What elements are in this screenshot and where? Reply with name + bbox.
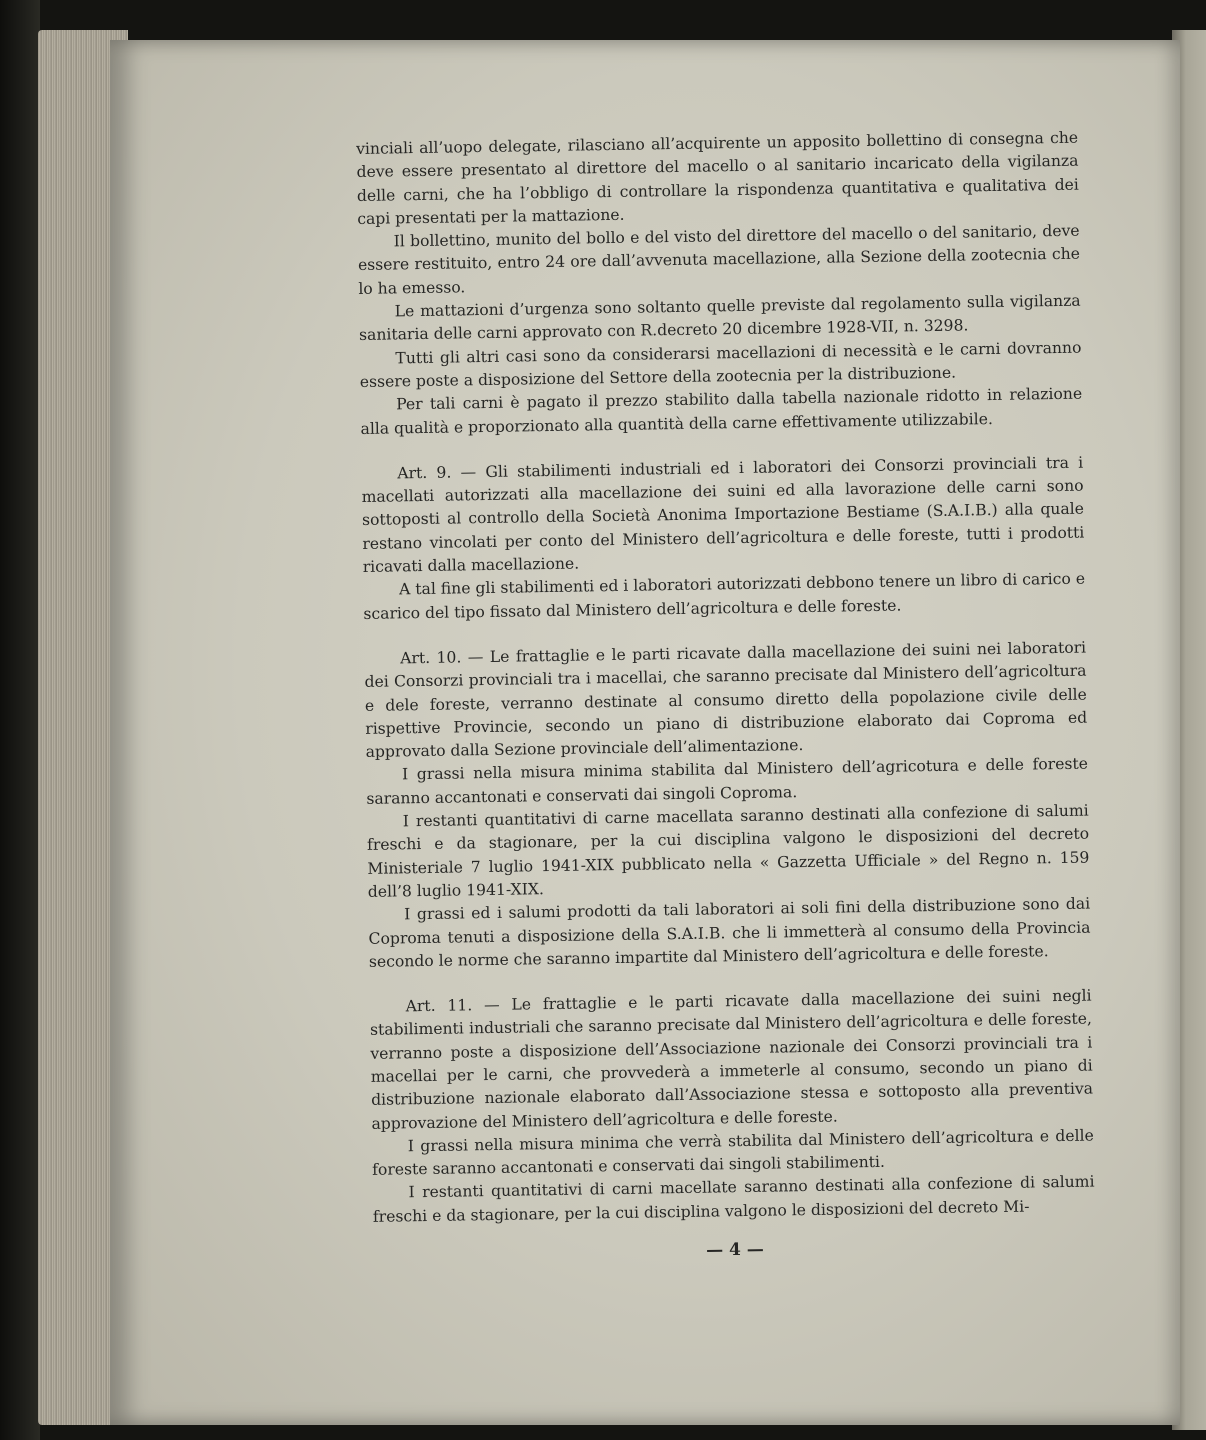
paragraph-2: Il bollettino, munito del bollo e del visto del direttore del macello o del sanitario, deve essere restituito, entro 24 ore dall’avvenuta macellazione, alla Sezione della zootecnia che lo ha emesso. bbox=[357, 221, 1081, 298]
page-number: — 4 — bbox=[706, 1239, 764, 1261]
article-11-paragraph: Art. 11. — Le frattaglie e le parti ricavate dalla macellazione dei suini negli stabilimenti industriali che saranno precisate dal Ministero dell’agricoltura e delle foreste, verranno poste a disposizione dell’Associazione nazionale dei Consorzi provinciali tra i macellai per le carni, che provvederà a immeterle al consumo, secondo un piano di distribuzione nazionale elaborato dall’Associazione stessa e sottoposto alla preventiva approvazione del Ministero dell’agricoltura e delle foreste. bbox=[369, 986, 1094, 1133]
paragraph-14: I restanti quantitativi di carni macellate saranno destinati alla confezione di salumi freschi e da stagionare, per la cui disciplina valgono le disposizioni del decreto Mi- bbox=[372, 1172, 1095, 1226]
paragraph-5: Per tali carni è pagato il prezzo stabilito dalla tabella nazionale ridotto in relazione alla qualità e proporzionato alla quantità della carne effettivamente utilizzabile. bbox=[360, 384, 1083, 438]
paragraph-11: I grassi ed i salumi prodotti da tali laboratori ai soli fini della distribuzione sono dai Coproma tenuti a disposizione della S.A.I.B. che li immetterà al consumo della Provincia secondo le norme che saranno impartite dal Ministero dell’agricoltura e delle foreste. bbox=[368, 894, 1091, 971]
article-9-paragraph: Art. 9. — Gli stabilimenti industriali ed i laboratori dei Consorzi provinciali tra i macellati autorizzati alla macellazione dei suini ed alla lavorazione delle carni sono sottoposti al controllo della Società Anonima Importazione Bestiame (S.A.I.B.) alla quale restano vincolati per conto del Ministero dell’agricoltura e delle foreste, tutti i prodotti ricavati dalla macellazione. bbox=[361, 453, 1085, 576]
paragraph-9: I grassi nella misura minima stabilita dal Ministero dell’agricotura e delle foreste saranno accantonati e conservati dai singoli Coproma. bbox=[366, 755, 1089, 808]
paragraph-10: I restanti quantitativi di carne macellata saranno destinati alla confezione di salumi freschi e da stagionare, per la cui disciplina valgono le disposizioni del decreto Ministeriale 7 luglio 1941-XIX pubblicato nella « Gazzetta Ufficiale » del Regno n. 159 dell’8 luglio 1941-XIX. bbox=[366, 801, 1090, 901]
paragraph-4: Tutti gli altri casi sono da considerarsi macellazioni di necessità e le carni dovranno essere poste a disposizione del Settore della zootecnia per la distribuzione. bbox=[359, 338, 1082, 391]
paragraph-13: I grassi nella misura minima che verrà stabilita dal Ministero dell’agricoltura e delle foreste saranno accantonati e conservati dai singoli stabilimenti. bbox=[372, 1126, 1094, 1180]
article-10-paragraph: Art. 10. — Le frattaglie e le parti ricavate dalla macellazione dei suini nei laboratori dei Consorzi provinciali tra i macellai, che saranno precisate dal Ministero dell’agricoltura e dele foreste, verranno destinate al consumo diretto della popolazione civile delle rispettive Provincie, secondo un piano di distribuzione elaborato dai Coproma ed approvato dalla Sezione provinciale dell’alimentazione. bbox=[364, 638, 1088, 762]
book-spine bbox=[0, 0, 40, 1440]
paragraph-3: Le mattazioni d’urgenza sono soltanto quelle previste dal regolamento sulla vigilanza sanitaria delle carni approvato con R.decreto 20 dicembre 1928-VII, n. 3298. bbox=[358, 291, 1081, 345]
body-text bbox=[356, 127, 1095, 1229]
paragraph-7: A tal fine gli stabilimenti ed i laboratori autorizzati debbono tenere un libro di carico e scarico del tipo fissato dal Ministero dell’agricoltura e delle foreste. bbox=[363, 569, 1086, 623]
paragraph-1: vinciali all’uopo delegate, rilasciano all’acquirente un apposito bollettino di consegna che deve essere presentato al direttore del macello o al sanitario incaricato della vigilanza delle carni, che ha l’obbligo di controllare la rispondenza quantitativa e qualitativa dei capi presentati per la mattazione. bbox=[356, 128, 1079, 228]
